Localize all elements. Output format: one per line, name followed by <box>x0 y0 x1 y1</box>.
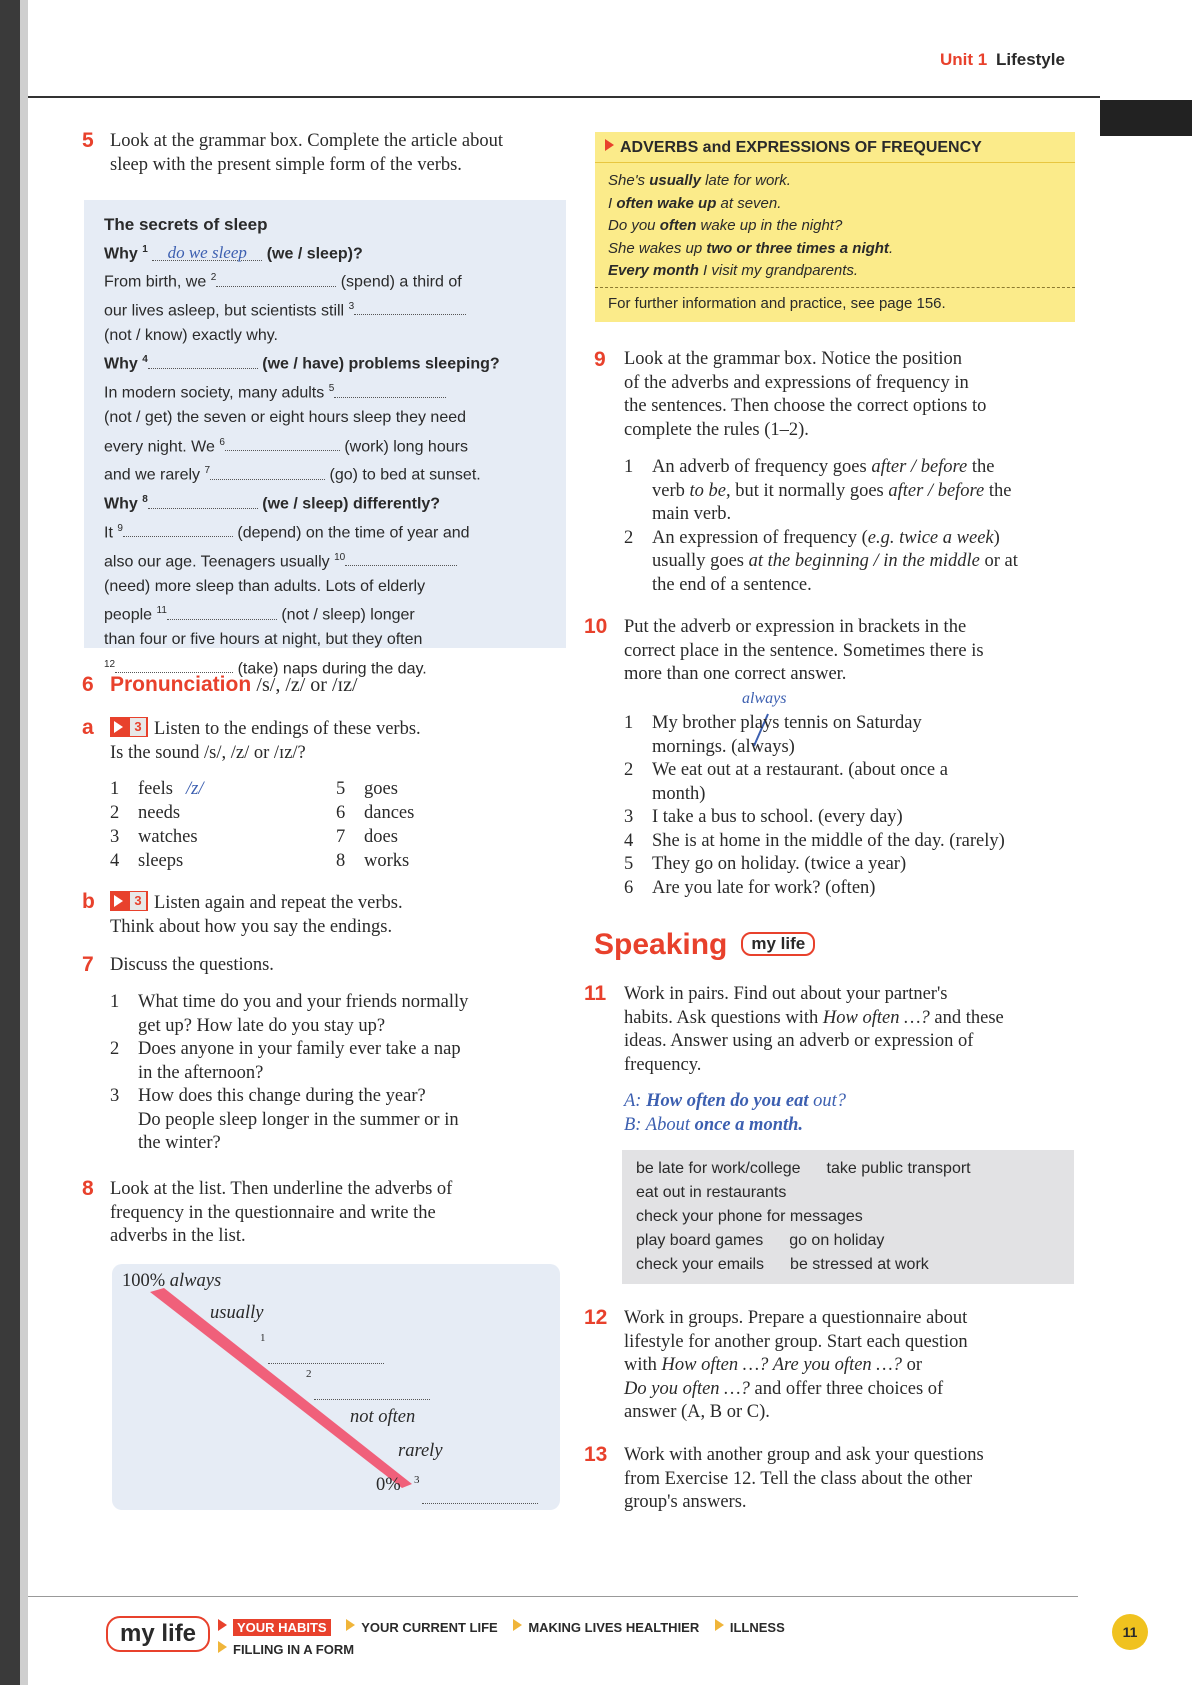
footer-arrow-icon <box>715 1619 724 1631</box>
footer-mylife <box>106 1616 210 1652</box>
article-title: The secrets of sleep <box>104 215 268 234</box>
footer-link-your-habits[interactable]: YOUR HABITS <box>233 1619 331 1636</box>
footer-mylife-tag: my life <box>106 1616 210 1652</box>
blank-5[interactable] <box>334 382 446 398</box>
blank-3[interactable] <box>354 299 466 315</box>
audio-track-icon[interactable]: 3 <box>110 717 148 737</box>
ex13-number: 13 <box>584 1443 608 1466</box>
ex6b-instructions: 3 Listen again and repeat the verbs. Think about how you say the endings. <box>110 893 403 937</box>
scale-blank-2[interactable]: 2 <box>306 1368 430 1400</box>
unit-topic: Lifestyle <box>995 50 1065 69</box>
footer-link-illness[interactable]: ILLNESS <box>729 1620 785 1635</box>
blank-4[interactable] <box>148 353 258 369</box>
ex10-number: 10 <box>584 615 608 638</box>
article-line-8: every night. We $^6$ (work) long hours <box>104 436 468 455</box>
grammar-title-rule <box>595 162 1075 163</box>
article-line-10: Why $^8$ (we / sleep) differently? <box>104 494 441 513</box>
blank-9[interactable] <box>123 521 233 537</box>
scale-top: 100% always <box>122 1271 222 1291</box>
footer-rule <box>28 1596 1078 1597</box>
ex6-col2: 5 goes 6 dances 7 does 8 works <box>336 779 415 871</box>
ideas-list: be late for work/college take public transport eat out in restaurants check your phone for messages play board games go on holiday check your emails be stressed at work <box>636 1160 971 1273</box>
article-line-6: In modern society, many adults $^5$ <box>104 377 564 406</box>
blank-7[interactable] <box>210 464 325 480</box>
article-line-16: $^{12}$ (take) naps during the day. <box>104 658 427 677</box>
blank-12[interactable] <box>115 657 233 673</box>
article-line-2: From birth, we $^2$ (spend) a third of <box>104 272 462 291</box>
ex7-number: 7 <box>82 953 94 976</box>
ex6a-instructions: 3 Listen to the endings of these verbs. Is the sound /s/, /z/ or /ɪz/? <box>110 719 421 763</box>
article-line-9: and we rarely $^7$ (go) to bed at sunset. <box>104 465 481 484</box>
ex5-number: 5 <box>82 129 94 152</box>
page-number: 11 <box>1112 1614 1148 1650</box>
footer-link-current-life[interactable]: YOUR CURRENT LIFE <box>361 1620 498 1635</box>
pronunciation-sounds: /s/, /z/ or /ɪz/ <box>256 674 358 696</box>
footer-arrow-icon <box>346 1619 355 1631</box>
ex6a-label: a <box>82 716 94 739</box>
grammar-title: ADVERBS and EXPRESSIONS OF FREQUENCY <box>605 139 982 157</box>
scale-rarely: rarely <box>398 1441 443 1461</box>
blank-6[interactable] <box>225 435 340 451</box>
ex6-number: 6 <box>82 673 94 696</box>
ex9-rules: 1 An adverb of frequency goes after / before the verb to be, but it normally goes after / before the main verb. 2 An expression of frequency (e.g. twice a week) usually goes at the beginning / in the middle or at the end of a sentence. <box>624 457 1018 595</box>
speaking-heading <box>594 928 815 962</box>
speaking-title: Speaking <box>594 928 728 961</box>
scale-not-often: not often <box>350 1407 416 1427</box>
footer-link-healthier[interactable]: MAKING LIVES HEALTHIER <box>528 1620 700 1635</box>
ex12-instructions: Work in groups. Prepare a questionnaire about lifestyle for another group. Start each question with How often …? Are you often …? or Do you often …? and offer three choices of answer (A, B or C). <box>624 1308 968 1422</box>
grammar-examples: She's usually late for work. I often wake up at seven. Do you often wake up in the night? She wakes up two or three times a night. Every month I visit my grandparents. <box>608 172 894 279</box>
article-line-11: It $^9$ (depend) on the time of year and <box>104 523 470 542</box>
grammar-footer: For further information and practice, see page 156. <box>608 295 946 312</box>
ex11-example: A: How often do you eat out? B: About once a month. <box>624 1091 846 1135</box>
ex8-instructions: Look at the list. Then underline the adverbs of frequency in the questionnaire and write the adverbs in the list. <box>110 1179 453 1246</box>
my-life-tag: my life <box>741 932 815 956</box>
article-line-14: people $^{11}$ (not / sleep) longer <box>104 605 415 624</box>
ex7-questions: 1 What time do you and your friends normally get up? How late do you stay up? 2 Does anyone in your family ever take a nap in the afternoon? 3 How does this change during the year? Do people sleep longer in the summer or in the winter? <box>110 992 469 1153</box>
ex6-title <box>110 672 358 697</box>
answer-1[interactable]: do we sleep <box>152 241 262 261</box>
blank-2[interactable] <box>216 271 336 287</box>
article-line-12: also our age. Teenagers usually $^{10}$ <box>104 546 564 575</box>
footer-arrow-icon <box>513 1619 522 1631</box>
ex6-col1: 1 feels /z/ 2 needs 3 watches 4 sleeps <box>110 779 204 871</box>
ex8-number: 8 <box>82 1177 94 1200</box>
ex5-article <box>104 213 564 681</box>
unit-label: Unit 1 <box>940 50 988 69</box>
scale-blank-3[interactable]: 3 <box>414 1474 538 1504</box>
answer-feels: /z/ <box>186 779 204 799</box>
article-line-4: (not / know) exactly why. <box>104 326 278 344</box>
article-line-15: than four or five hours at night, but they often <box>104 631 423 649</box>
ex9-instructions: Look at the grammar box. Notice the position of the adverbs and expressions of frequency in the sentences. Then choose the correct options to complete the rules (1–2). <box>624 349 987 440</box>
scan-edge-shadow <box>20 0 28 1685</box>
scan-edge-left <box>0 0 20 1685</box>
article-line-3: our lives asleep, but scientists still $^3$ <box>104 295 564 324</box>
scale-blank-1[interactable]: 1 <box>260 1332 384 1364</box>
footer-arrow-icon <box>218 1641 227 1653</box>
header-rule <box>28 96 1100 98</box>
article-line-7: (not / get) the seven or eight hours sleep they need <box>104 409 467 427</box>
pronunciation-heading: Pronunciation <box>110 673 252 696</box>
blank-8[interactable] <box>148 493 258 509</box>
grammar-divider <box>595 287 1075 288</box>
blank-11[interactable] <box>167 604 277 620</box>
ex10-items: 1 My brother plays tennis on Saturday mornings. (always) 2 We eat out at a restaurant. (about once a month) 3 I take a bus to school. (every day) 4 She is at home in the middle of the day. (rarely) 5 They go on holiday. (twice a year) 6 Are you late for work? (often) <box>624 713 1005 898</box>
ex5-instructions: Look at the grammar box. Complete the article about sleep with the present simple form of the verbs. <box>110 131 503 175</box>
ex12-number: 12 <box>584 1306 608 1329</box>
ex11-instructions: Work in pairs. Find out about your partner's habits. Ask questions with How often …? and these ideas. Answer using an adverb or expression of frequency. <box>624 984 1004 1075</box>
ex6b-label: b <box>82 890 95 913</box>
footer-arrow-icon <box>218 1619 227 1631</box>
ex7-instructions: Discuss the questions. <box>110 955 274 975</box>
ex11-number: 11 <box>584 982 607 1005</box>
audio-track-icon-b[interactable]: 3 <box>110 891 148 911</box>
article-line-5: Why $^4$ (we / have) problems sleeping? <box>104 354 500 373</box>
footer-link-form[interactable]: FILLING IN A FORM <box>233 1642 355 1657</box>
scale-usually: usually <box>210 1303 264 1323</box>
ex13-instructions: Work with another group and ask your questions from Exercise 12. Tell the class about the other group's answers. <box>624 1445 984 1512</box>
tab-edge-dark <box>1100 100 1192 136</box>
running-header <box>940 50 1065 70</box>
ex10-instructions: Put the adverb or expression in brackets in the correct place in the sentence. Sometimes there is more than one correct answer. <box>624 617 984 684</box>
article-line-1: Why $^1$ do we sleep (we / sleep)? <box>104 242 363 262</box>
footer-links <box>218 1617 785 1661</box>
blank-10[interactable] <box>345 550 457 566</box>
ex9-number: 9 <box>594 348 606 371</box>
article-line-13: (need) more sleep than adults. Lots of elderly <box>104 577 426 595</box>
handwritten-answer: always <box>742 690 787 707</box>
play-triangle-icon <box>605 139 614 151</box>
scale-bottom: 0% <box>376 1475 401 1495</box>
